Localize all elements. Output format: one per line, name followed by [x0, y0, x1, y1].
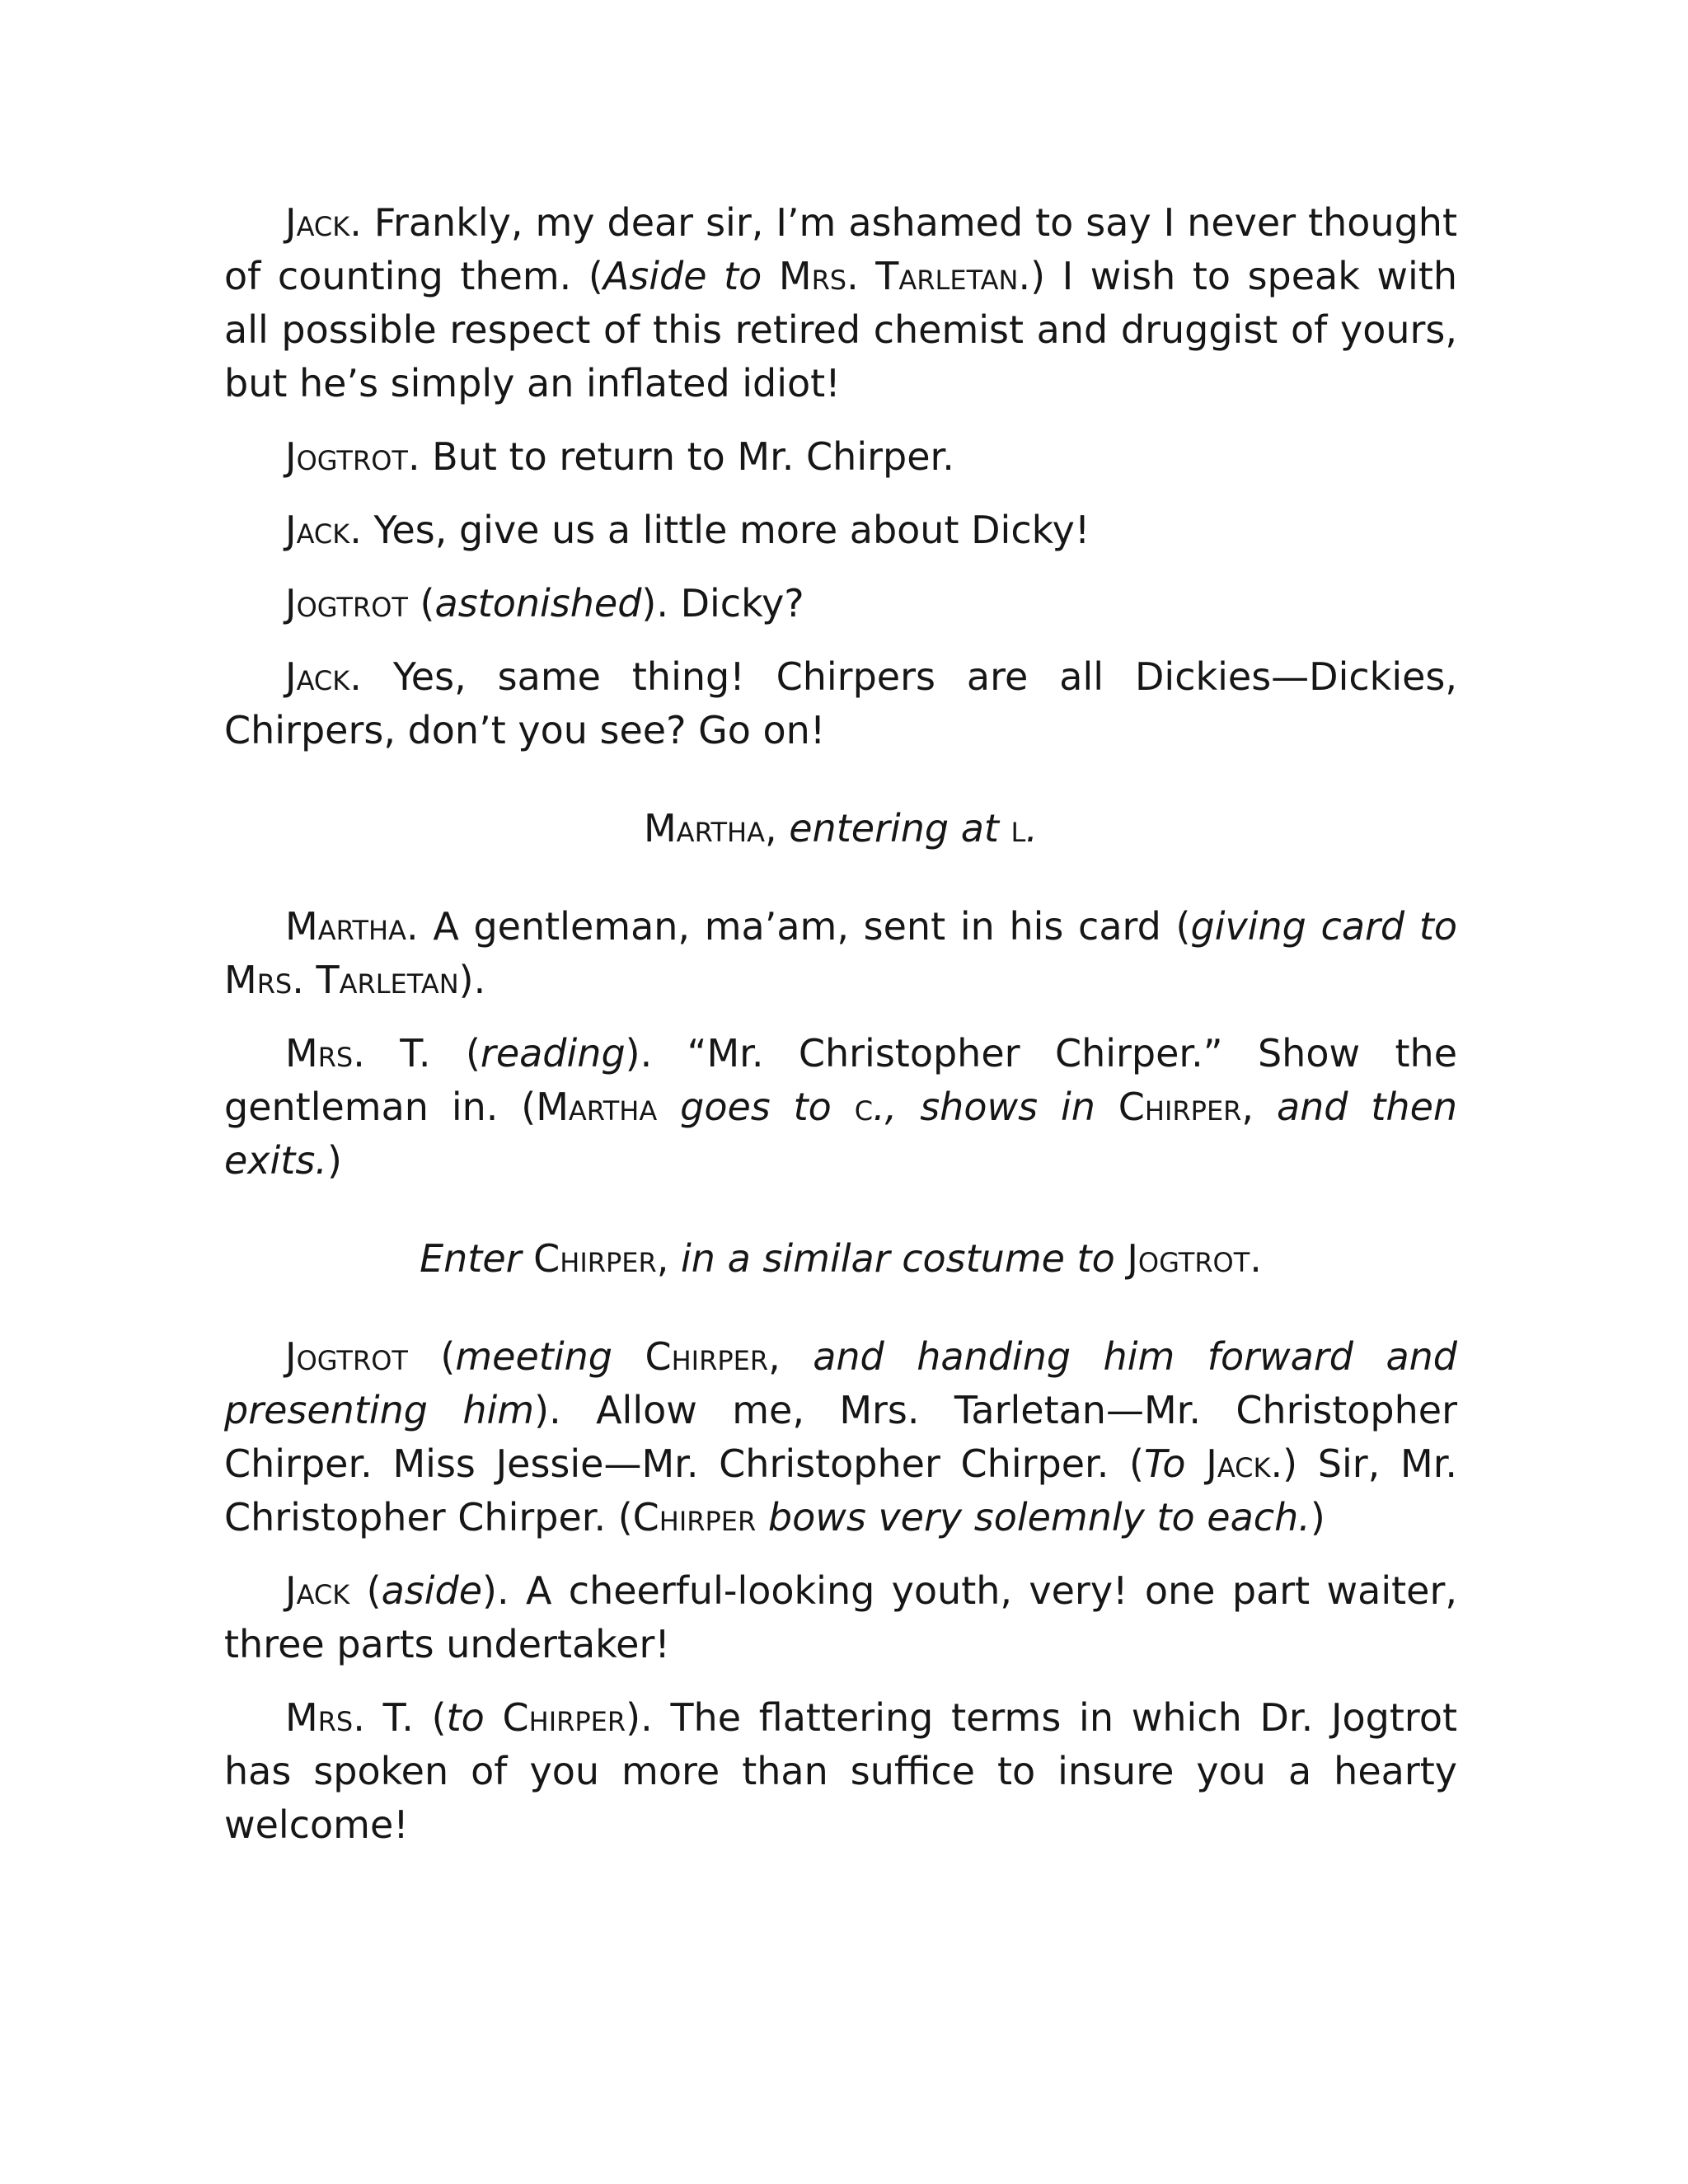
- stage-direction-text: To: [1144, 1441, 1186, 1486]
- stage-direction-text: entering at: [789, 806, 999, 851]
- stage-direction-text: to: [446, 1695, 485, 1740]
- speech-mrs-t-2: [224, 1691, 1457, 1852]
- stage-direction-text: goes to: [680, 1085, 832, 1129]
- character-name: Jack: [1206, 1441, 1271, 1486]
- character-name: Chirper: [533, 1236, 657, 1281]
- stage-direction-chirper-enters: [224, 1232, 1457, 1286]
- text-run: ). The flattering terms in which Dr. Jogtrot has spoken of you more than suffice to insure you a hearty welcome!: [224, 1695, 1457, 1847]
- character-name: Mrs: [285, 1695, 354, 1740]
- text-run: [756, 1495, 768, 1540]
- text-run: [832, 1085, 855, 1129]
- text-run: ,: [1241, 1085, 1277, 1129]
- stage-direction-martha-enters: [224, 802, 1457, 855]
- character-name: Chirper: [502, 1695, 626, 1740]
- text-run: [485, 1695, 503, 1740]
- text-run: [762, 254, 779, 298]
- text-run: . A gentleman, ma’am, sent in his card (: [406, 904, 1191, 949]
- speech-jack-3: [224, 650, 1457, 757]
- text-run: (: [407, 581, 435, 626]
- speech-jack-4: [224, 1564, 1457, 1671]
- text-run: (: [407, 1334, 456, 1379]
- character-name: Jack: [285, 654, 350, 699]
- text-run: [999, 806, 1011, 851]
- text-run: ). Allow me, Mrs. Tarletan—Mr. Christopher Chirper. Miss Jessie—Mr. Christopher Chirper. (: [224, 1388, 1457, 1486]
- text-run: [1095, 1085, 1118, 1129]
- text-run: (: [349, 1568, 382, 1613]
- play-text-page: [224, 196, 1457, 1872]
- stage-direction-text: Enter: [420, 1236, 522, 1281]
- character-name: Jogtrot: [1127, 1236, 1250, 1281]
- speech-jogtrot-3: [224, 1330, 1457, 1544]
- speech-jogtrot-1: [224, 430, 1457, 484]
- stage-direction-text: bows very solemnly to each.: [767, 1495, 1311, 1540]
- character-name: l: [1010, 806, 1026, 851]
- stage-direction-text: and then exits.: [224, 1085, 1458, 1183]
- character-name: Jack: [285, 508, 350, 552]
- stage-direction-text: ., shows in: [873, 1085, 1095, 1129]
- stage-direction-text: aside: [381, 1568, 482, 1613]
- character-name: Jogtrot: [285, 581, 408, 626]
- speech-jack-2: [224, 504, 1457, 557]
- text-run: ). Dicky?: [641, 581, 804, 626]
- character-name: c: [854, 1085, 874, 1129]
- stage-direction-text: meeting: [455, 1334, 612, 1379]
- stage-direction-text: .: [1025, 806, 1038, 851]
- character-name: Martha: [536, 1085, 658, 1129]
- text-run: ).: [458, 958, 486, 1002]
- text-run: [1115, 1236, 1128, 1281]
- text-run: ): [326, 1138, 342, 1183]
- speech-jogtrot-2: [224, 577, 1457, 630]
- text-run: . But to return to Mr. Chirper.: [407, 434, 954, 479]
- character-name: Mrs: [285, 1031, 354, 1076]
- text-run: .) Sir, Mr. Christopher Chirper. (: [224, 1441, 1458, 1540]
- character-name: Chirper: [1118, 1085, 1242, 1129]
- stage-direction-text: giving card to: [1190, 904, 1458, 949]
- text-run: ). “Mr. Christopher Chirper.” Show the gentleman in. (: [224, 1031, 1457, 1129]
- speech-martha-1: [224, 900, 1457, 1007]
- stage-direction-text: and handing him forward and presenting him: [224, 1334, 1457, 1432]
- text-run: ,: [656, 1236, 682, 1281]
- text-run: ): [1310, 1495, 1325, 1540]
- stage-direction-text: Aside to: [603, 254, 762, 298]
- text-run: ,: [768, 1334, 814, 1379]
- character-name: Jack: [285, 1568, 350, 1613]
- text-run: . Yes, give us a little more about Dicky!: [349, 508, 1090, 552]
- text-run: . Frankly, my dear sir, I’m ashamed to say I never thought of counting them. (: [224, 200, 1457, 298]
- text-run: [612, 1334, 645, 1379]
- stage-direction-text: astonished: [434, 581, 642, 626]
- text-run: . T. (: [353, 1031, 481, 1076]
- character-name: Jack: [285, 200, 350, 245]
- text-run: ). A cheerful-looking youth, very! one part waiter, three parts undertaker!: [224, 1568, 1457, 1666]
- character-name: Chirper: [645, 1334, 769, 1379]
- text-run: .) I wish to speak with all possible respect of this retired chemist and druggist of yours, but he’s simply an inflated idiot!: [224, 254, 1458, 405]
- text-run: [1186, 1441, 1207, 1486]
- speech-mrs-t-1: [224, 1027, 1457, 1188]
- speech-jack-1: [224, 196, 1457, 410]
- text-run: [522, 1236, 534, 1281]
- text-run: .: [1250, 1236, 1262, 1281]
- character-name: Chirper: [632, 1495, 757, 1540]
- character-name: Jogtrot: [285, 434, 408, 479]
- stage-direction-text: reading: [480, 1031, 626, 1076]
- character-name: Martha: [643, 806, 765, 851]
- character-name: Mrs. Tarletan: [778, 254, 1019, 298]
- character-name: Martha: [285, 904, 406, 949]
- character-name: Mrs. Tarletan: [224, 958, 459, 1002]
- text-run: [657, 1085, 680, 1129]
- text-run: . Yes, same thing! Chirpers are all Dickies—Dickies, Chirpers, don’t you see? Go on!: [224, 654, 1457, 752]
- character-name: Jogtrot: [285, 1334, 408, 1379]
- stage-direction-text: in a similar costume to: [681, 1236, 1115, 1281]
- text-run: . T. (: [353, 1695, 447, 1740]
- text-run: ,: [764, 806, 790, 851]
